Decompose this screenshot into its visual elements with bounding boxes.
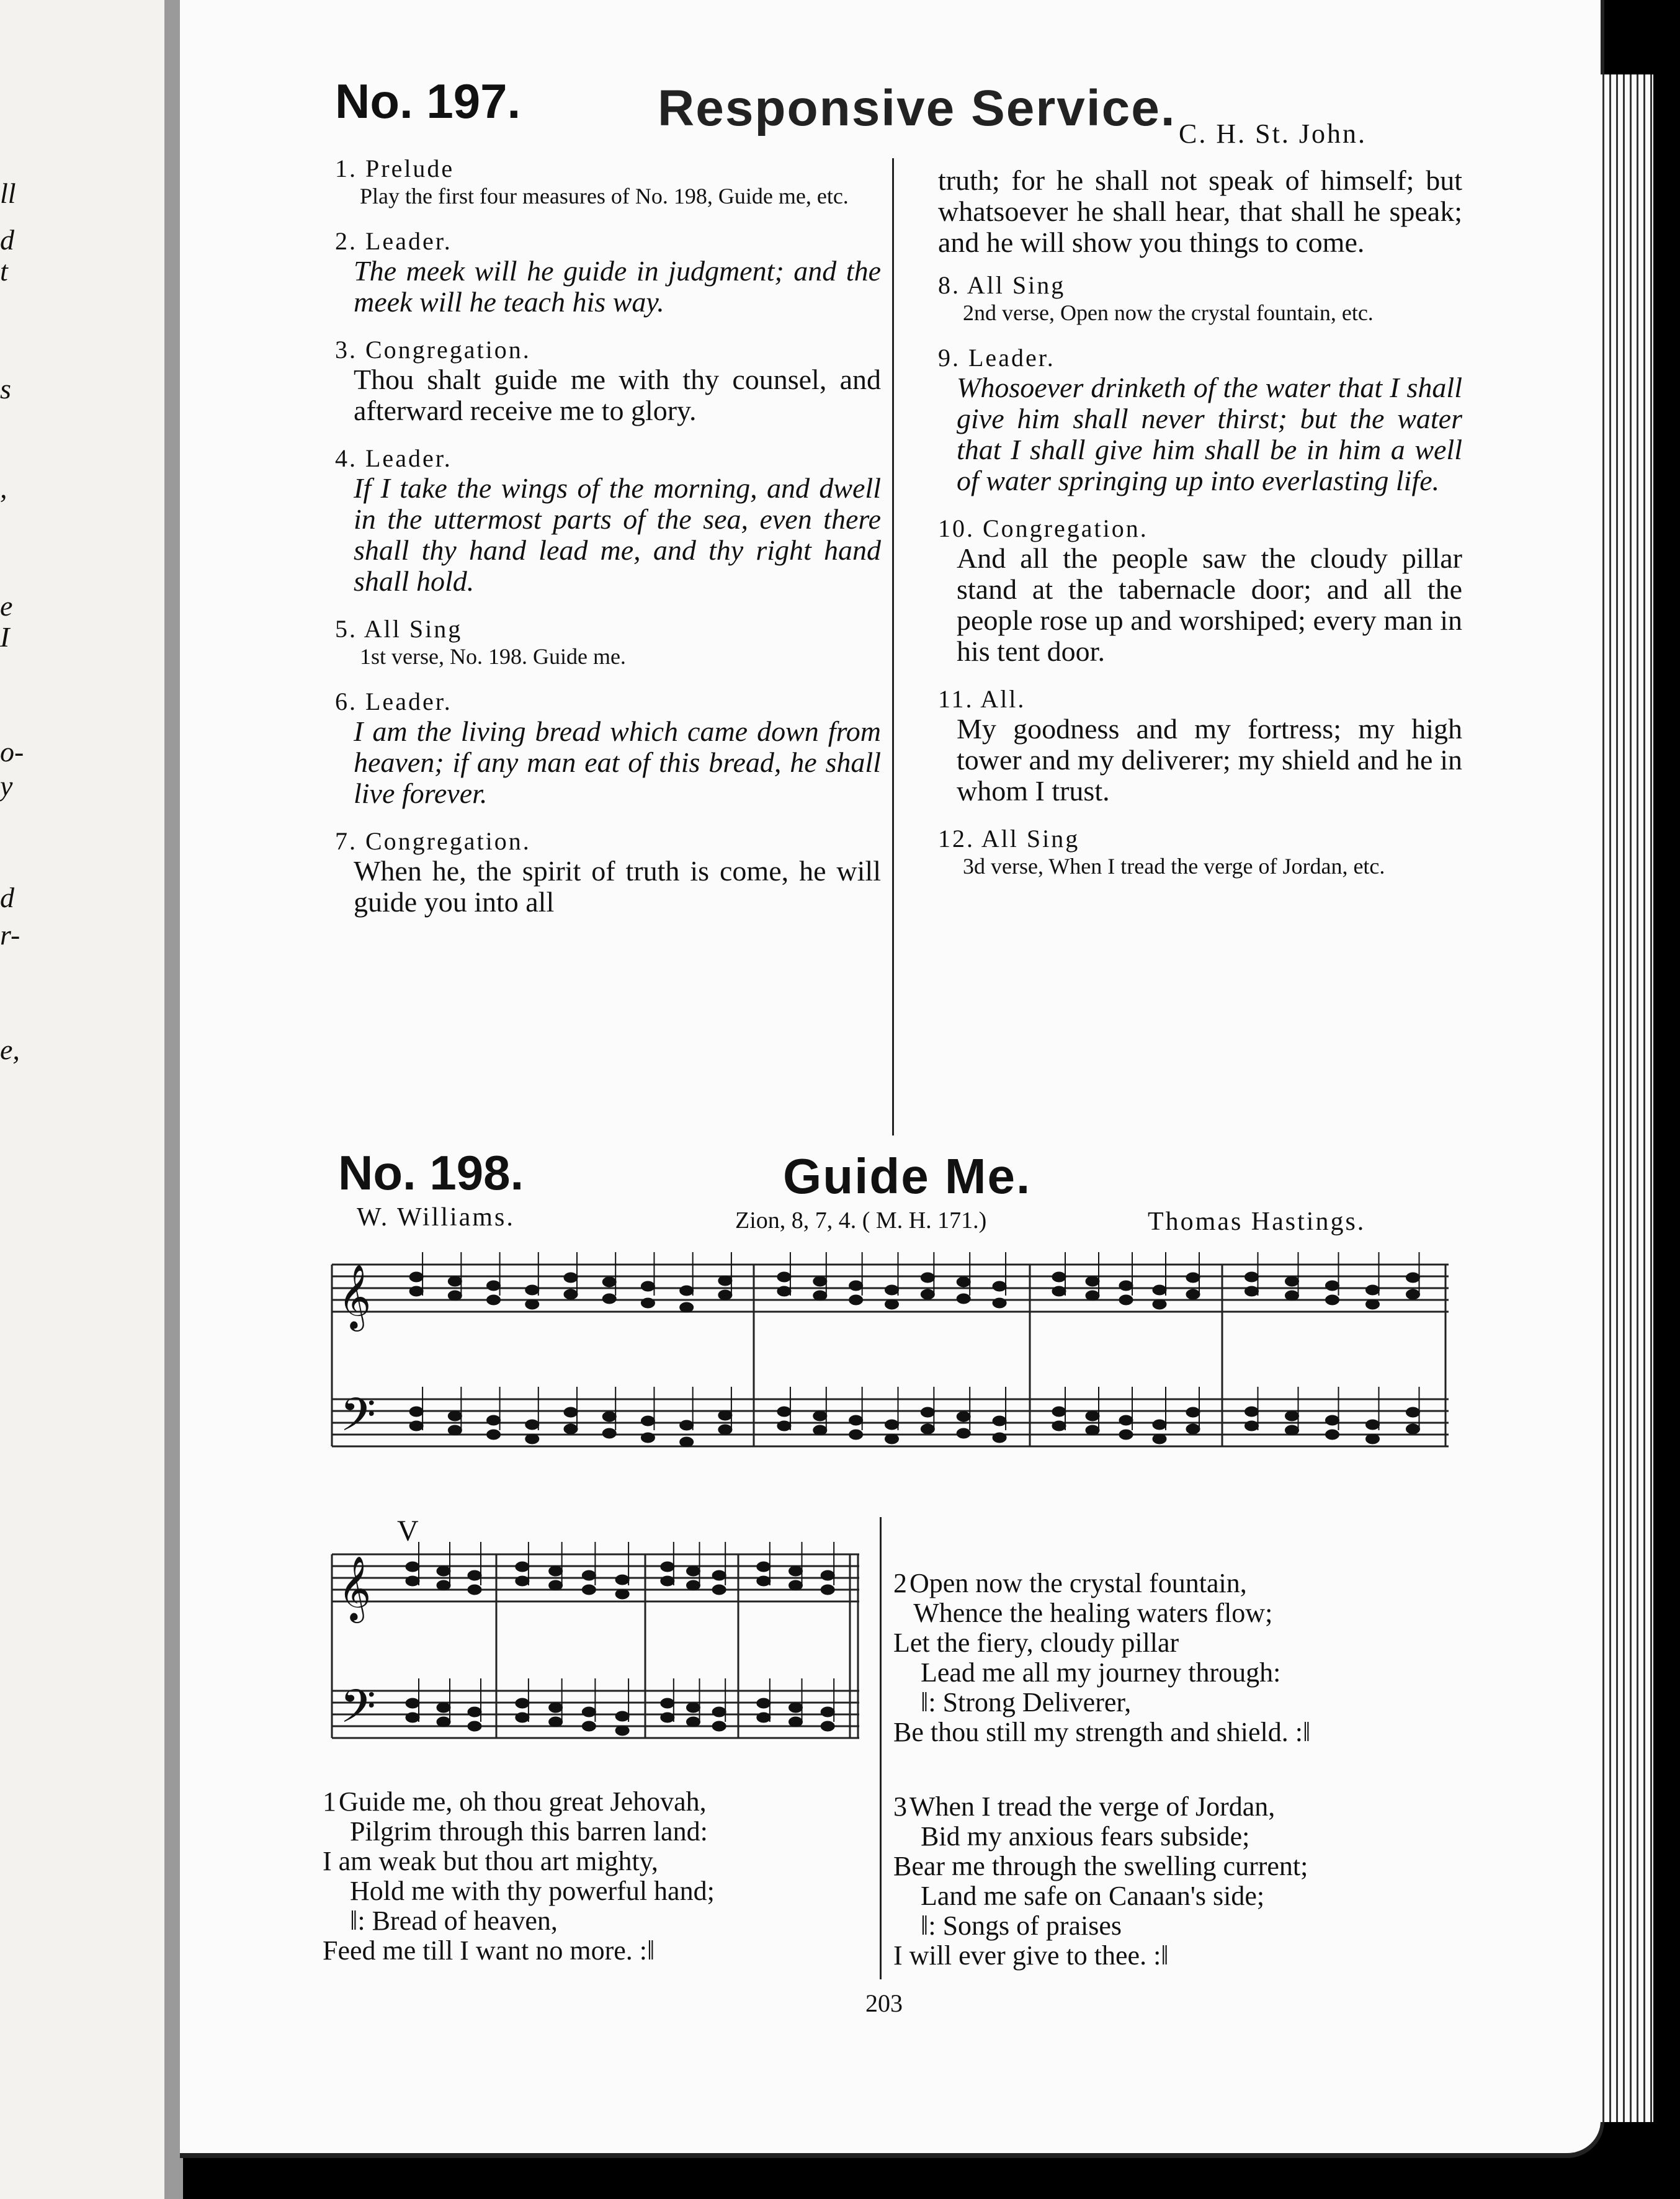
- step-label: 3. Congregation.: [335, 336, 531, 364]
- note-head: [1186, 1424, 1200, 1434]
- breath-mark: V: [397, 1515, 419, 1547]
- note-head: [516, 1576, 529, 1586]
- note-head: [487, 1430, 501, 1440]
- note-head: [849, 1415, 863, 1425]
- note-head: [468, 1585, 481, 1595]
- note-head: [406, 1576, 419, 1586]
- step-text: The meek will he guide in judgment; and the meek will he teach his way.: [354, 255, 881, 318]
- note-head: [1052, 1407, 1066, 1417]
- note-head: [1285, 1411, 1299, 1421]
- note-head: [448, 1291, 462, 1301]
- note-head: [813, 1291, 827, 1301]
- note-head: [885, 1420, 899, 1430]
- note-head: [564, 1407, 578, 1417]
- note-head: [525, 1299, 539, 1309]
- note-head: [1153, 1299, 1166, 1309]
- note-head: [1406, 1424, 1420, 1434]
- verse-1-number: 1: [323, 1786, 336, 1817]
- note-head: [712, 1570, 726, 1580]
- note-head: [921, 1289, 934, 1299]
- note-head: [1153, 1285, 1166, 1295]
- note-head: [1366, 1285, 1380, 1295]
- step-label: 2. Leader.: [335, 227, 452, 255]
- note-head: [582, 1570, 596, 1580]
- note-head: [885, 1434, 899, 1444]
- note-head: [1052, 1421, 1066, 1431]
- note-head: [849, 1295, 863, 1305]
- left-page-fragment: s: [0, 373, 11, 405]
- note-head: [1366, 1434, 1380, 1444]
- note-head: [813, 1276, 827, 1286]
- note-head: [448, 1411, 462, 1421]
- note-head: [1153, 1420, 1166, 1430]
- note-head: [406, 1562, 419, 1572]
- note-head: [777, 1421, 791, 1431]
- note-head: [921, 1424, 934, 1434]
- note-head: [437, 1566, 450, 1576]
- note-head: [712, 1585, 726, 1595]
- note-head: [437, 1717, 450, 1727]
- hymn-198-lyricist: W. Williams.: [357, 1203, 515, 1232]
- step-label: 10. Congregation.: [938, 514, 1148, 542]
- note-head: [615, 1726, 629, 1735]
- note-head: [1285, 1291, 1299, 1301]
- note-head: [1285, 1425, 1299, 1435]
- step-text: And all the people saw the cloudy pillar stand at the tabernacle door; and all the people rose up and worshiped; every man in his tent door.: [957, 542, 1462, 667]
- treble-clef-icon: 𝄞: [338, 1556, 372, 1621]
- note-head: [582, 1721, 596, 1731]
- note-head: [1186, 1289, 1200, 1299]
- note-head: [1153, 1434, 1166, 1444]
- note-head: [641, 1298, 655, 1308]
- left-page-fragment: ,: [0, 472, 7, 504]
- note-head: [516, 1713, 529, 1722]
- note-head: [680, 1286, 694, 1296]
- left-page-fragment: t: [0, 255, 8, 287]
- note-head: [957, 1428, 970, 1438]
- note-head: [813, 1411, 827, 1421]
- note-head: [1186, 1407, 1200, 1417]
- hymn-198-tune: Zion, 8, 7, 4. ( M. H. 171.): [735, 1207, 987, 1234]
- step-label: 12. All Sing: [938, 825, 1080, 853]
- note-head: [516, 1698, 529, 1708]
- note-head: [615, 1711, 629, 1721]
- note-head: [525, 1420, 539, 1430]
- step-text: Play the first four measures of No. 198, Guide me, etc.: [360, 184, 849, 208]
- note-head: [1245, 1272, 1259, 1282]
- note-head: [687, 1703, 700, 1713]
- note-head: [549, 1580, 563, 1590]
- step-7-continuation: truth; for he shall not speak of himself; but whatsoever he shall hear, that shall he speak; and he will show you things to come.: [938, 164, 1462, 258]
- note-head: [409, 1272, 423, 1282]
- note-head: [1406, 1407, 1420, 1417]
- verse-divider: [880, 1517, 882, 1979]
- note-head: [821, 1707, 834, 1717]
- hymn-197-number: No. 197.: [335, 74, 521, 128]
- note-head: [406, 1713, 419, 1722]
- step-text: When he, the spirit of truth is come, he will guide you into all: [354, 855, 881, 918]
- note-head: [487, 1415, 501, 1425]
- note-head: [712, 1707, 726, 1717]
- note-head: [406, 1698, 419, 1708]
- note-head: [487, 1281, 501, 1291]
- note-head: [516, 1562, 529, 1572]
- hymn-198-title: Guide Me.: [783, 1149, 1032, 1204]
- note-head: [1119, 1430, 1133, 1440]
- step-text: 2nd verse, Open now the crystal fountain, etc.: [963, 300, 1374, 325]
- note-head: [487, 1295, 501, 1305]
- note-head: [821, 1585, 834, 1595]
- note-head: [437, 1580, 450, 1590]
- bass-clef-icon: 𝄢: [340, 1388, 376, 1453]
- note-head: [821, 1570, 834, 1580]
- verse-2-number: 2: [893, 1568, 907, 1598]
- note-head: [921, 1407, 934, 1417]
- note-head: [687, 1580, 700, 1590]
- note-head: [549, 1566, 563, 1576]
- note-head: [1326, 1415, 1339, 1425]
- note-head: [602, 1277, 616, 1287]
- note-head: [1052, 1286, 1066, 1296]
- left-page-fragment: d: [0, 882, 14, 913]
- note-head: [993, 1298, 1006, 1308]
- note-head: [1326, 1281, 1339, 1291]
- step-label: 6. Leader.: [335, 687, 452, 715]
- note-head: [1086, 1425, 1099, 1435]
- treble-clef-icon: 𝄞: [338, 1264, 372, 1329]
- note-head: [564, 1289, 578, 1299]
- note-head: [813, 1425, 827, 1435]
- note-head: [849, 1281, 863, 1291]
- left-page-fragment: o-: [0, 736, 24, 768]
- note-head: [1086, 1411, 1099, 1421]
- step-label: 9. Leader.: [938, 344, 1055, 372]
- note-head: [582, 1585, 596, 1595]
- note-head: [712, 1721, 726, 1731]
- note-head: [549, 1717, 563, 1727]
- bass-clef-icon: 𝄢: [340, 1680, 376, 1745]
- verse-1-text: Guide me, oh thou great Jehovah, Pilgrim through this barren land: I am weak but thou art mighty, Hold me with thy powerful hand; ‖: Bread of heaven, Feed me till I want no more. :‖: [323, 1786, 715, 1966]
- note-head: [789, 1580, 803, 1590]
- note-head: [687, 1717, 700, 1727]
- verse-2-text: Open now the crystal fountain, Whence the healing waters flow; Let the fiery, cloudy pillar Lead me all my journey through: ‖: Strong Deliverer, Be thou still my strength and shield. :‖: [893, 1568, 1311, 1747]
- note-head: [661, 1562, 674, 1572]
- note-head: [1245, 1421, 1259, 1431]
- note-head: [448, 1276, 462, 1286]
- note-head: [789, 1566, 803, 1576]
- left-page-fragment: I: [0, 621, 10, 653]
- note-head: [1119, 1295, 1133, 1305]
- left-page-fragment: e,: [0, 1034, 20, 1065]
- note-head: [1086, 1276, 1099, 1286]
- note-head: [564, 1424, 578, 1434]
- left-page-fragment: y: [0, 770, 13, 802]
- note-head: [718, 1276, 732, 1286]
- note-head: [1406, 1289, 1420, 1299]
- note-head: [777, 1272, 791, 1282]
- note-head: [437, 1703, 450, 1713]
- step-text: I am the living bread which came down from heaven; if any man eat of this bread, he shall live forever.: [354, 715, 881, 809]
- note-head: [680, 1302, 694, 1312]
- step-label: 8. All Sing: [938, 271, 1066, 299]
- note-head: [957, 1277, 970, 1287]
- note-head: [957, 1294, 970, 1304]
- note-head: [757, 1576, 771, 1586]
- note-head: [468, 1707, 481, 1717]
- step-text: Whosoever drinketh of the water that I shall give him shall never thirst; but the water that I shall give him shall be in him a well of water springing up into everlasting life.: [957, 372, 1462, 496]
- step-label: 1. Prelude: [335, 155, 455, 182]
- note-head: [602, 1294, 616, 1304]
- step-text: If I take the wings of the morning, and dwell in the uttermost parts of the sea, even there shall thy hand lead me, and thy right hand shall hold.: [354, 472, 881, 597]
- hymn-198-number: No. 198.: [338, 1145, 524, 1200]
- note-head: [718, 1410, 732, 1420]
- note-head: [921, 1273, 934, 1283]
- note-head: [1366, 1299, 1380, 1309]
- note-head: [602, 1412, 616, 1422]
- verse-3-number: 3: [893, 1791, 907, 1822]
- note-head: [468, 1570, 481, 1580]
- note-head: [885, 1299, 899, 1309]
- note-head: [718, 1425, 732, 1435]
- note-head: [885, 1285, 899, 1295]
- note-head: [777, 1286, 791, 1296]
- left-page-fragment: ll: [0, 177, 16, 209]
- note-head: [993, 1433, 1006, 1443]
- verse-3: [893, 1792, 1308, 1971]
- note-head: [1245, 1286, 1259, 1296]
- note-head: [641, 1416, 655, 1426]
- note-head: [564, 1273, 578, 1283]
- note-head: [1326, 1430, 1339, 1440]
- step-text: My goodness and my fortress; my high tower and my deliverer; my shield and he in whom I trust.: [957, 713, 1462, 807]
- note-head: [1052, 1272, 1066, 1282]
- page-number: 203: [865, 1989, 903, 2017]
- note-head: [680, 1437, 694, 1447]
- note-head: [1186, 1273, 1200, 1283]
- note-head: [602, 1428, 616, 1438]
- note-head: [549, 1703, 563, 1713]
- note-head: [1119, 1415, 1133, 1425]
- note-head: [1245, 1407, 1259, 1417]
- note-head: [993, 1281, 1006, 1291]
- note-head: [661, 1698, 674, 1708]
- note-head: [468, 1721, 481, 1731]
- verse-2: [893, 1569, 1310, 1747]
- step-text: Thou shalt guide me with thy counsel, and afterward receive me to glory.: [354, 364, 881, 426]
- note-head: [757, 1562, 771, 1572]
- step-text: 3d verse, When I tread the verge of Jordan, etc.: [963, 854, 1385, 879]
- note-head: [582, 1707, 596, 1717]
- note-head: [1406, 1273, 1420, 1283]
- note-head: [641, 1281, 655, 1291]
- step-label: 7. Congregation.: [335, 827, 531, 855]
- verse-1: [323, 1787, 715, 1966]
- note-head: [661, 1713, 674, 1722]
- note-head: [957, 1412, 970, 1422]
- note-head: [448, 1425, 462, 1435]
- note-head: [777, 1407, 791, 1417]
- note-head: [1366, 1420, 1380, 1430]
- note-head: [1119, 1281, 1133, 1291]
- note-head: [757, 1698, 771, 1708]
- note-head: [525, 1434, 539, 1444]
- step-label: 4. Leader.: [335, 444, 452, 472]
- note-head: [661, 1576, 674, 1586]
- left-page-fragment: e: [0, 590, 13, 622]
- note-head: [680, 1420, 694, 1430]
- note-head: [409, 1286, 423, 1296]
- note-head: [1086, 1291, 1099, 1301]
- note-head: [687, 1566, 700, 1576]
- note-head: [409, 1407, 423, 1417]
- note-head: [757, 1713, 771, 1722]
- note-head: [525, 1285, 539, 1295]
- hymn-197-title: Responsive Service.: [658, 80, 1176, 137]
- note-head: [641, 1433, 655, 1443]
- note-head: [718, 1290, 732, 1300]
- verse-3-text: When I tread the verge of Jordan, Bid my anxious fears subside; Bear me through the swelling current; Land me safe on Canaan's side; ‖: Songs of praises I will ever give to thee. :‖: [893, 1791, 1308, 1971]
- note-head: [849, 1430, 863, 1440]
- hymn-197-author: C. H. St. John.: [1179, 119, 1367, 149]
- note-head: [1285, 1276, 1299, 1286]
- left-page-fragment: r-: [0, 919, 20, 951]
- note-head: [615, 1589, 629, 1599]
- step-text: 1st verse, No. 198. Guide me.: [360, 644, 626, 669]
- left-page-fragment: d: [0, 224, 14, 256]
- hymn-198-composer: Thomas Hastings.: [1148, 1207, 1366, 1236]
- note-head: [993, 1416, 1006, 1426]
- note-head: [615, 1575, 629, 1585]
- step-label: 11. All.: [938, 685, 1026, 713]
- step-label: 5. All Sing: [335, 615, 463, 643]
- note-head: [821, 1721, 834, 1731]
- note-head: [1326, 1295, 1339, 1305]
- note-head: [789, 1717, 803, 1727]
- note-head: [789, 1703, 803, 1713]
- note-head: [409, 1421, 423, 1431]
